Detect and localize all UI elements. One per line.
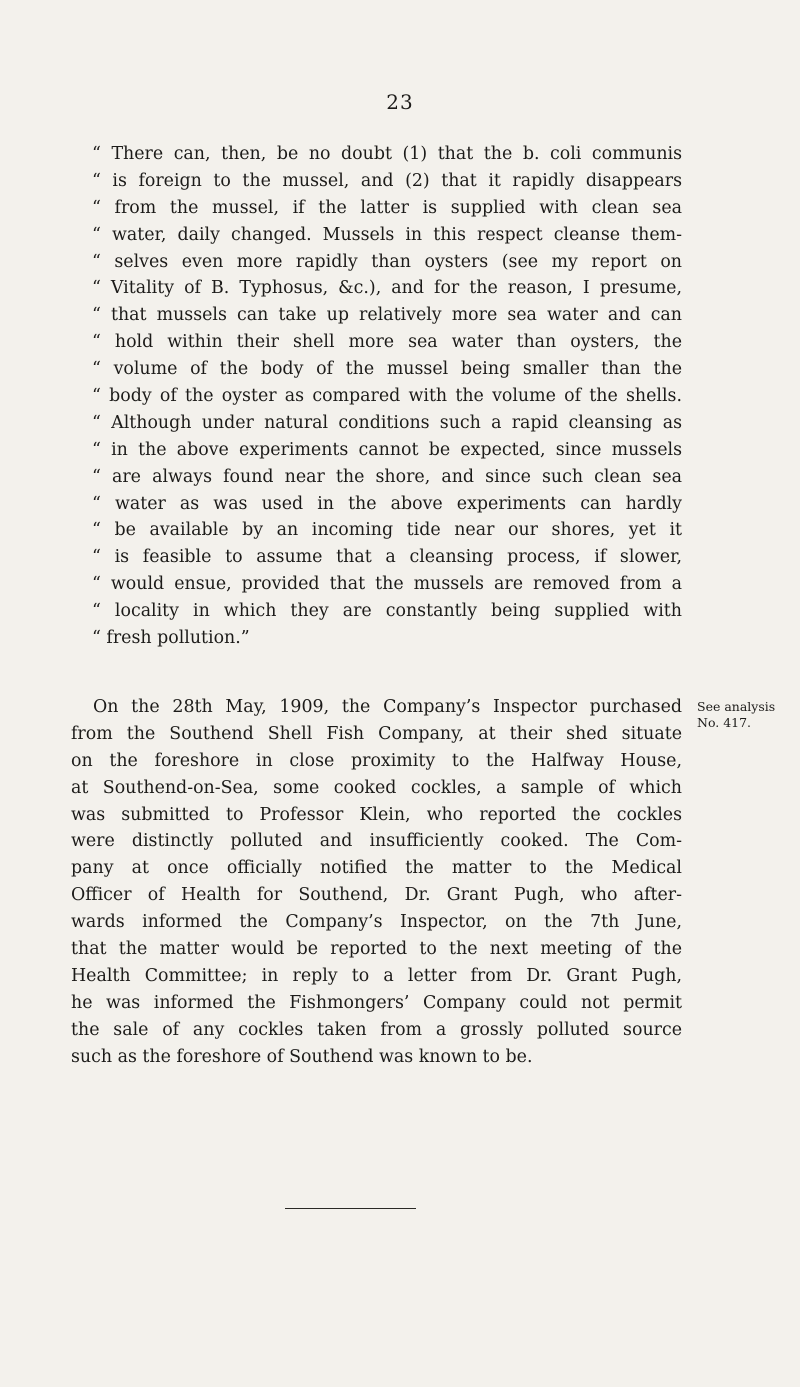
paragraph-line: On the 28th May, 1909, the Company’s Inspector purchased (93, 697, 682, 717)
paragraph-line: were distinctly polluted and insufficiently cooked. The Com- (71, 831, 682, 852)
paragraph-line: from the Southend Shell Fish Company, at their shed situate (71, 723, 682, 744)
quote-line: “ hold within their shell more sea water than oysters, the (92, 332, 682, 353)
margin-note (697, 699, 787, 731)
quote-line: “ be available by an incoming tide near our shores, yet it (92, 520, 682, 541)
quote-line: “ There can, then, be no doubt (1) that the b. coli communis (92, 144, 682, 164)
page-number: 23 (386, 90, 414, 114)
margin-note-line: See analysis (697, 699, 776, 714)
quote-line: “ water, daily changed. Mussels in this respect cleanse them- (92, 224, 682, 245)
margin-note-line: No. 417. (697, 715, 752, 730)
quote-line: “ water as was used in the above experiments can hardly (92, 493, 682, 514)
quote-line: “ selves even more rapidly than oysters (see my report on (92, 251, 682, 272)
quote-line: “ is foreign to the mussel, and (2) that it rapidly disappears (92, 170, 682, 191)
quote-line: “ locality in which they are constantly being supplied with (92, 601, 682, 622)
paragraph-line: the sale of any cockles taken from a grossly polluted source (71, 1019, 682, 1040)
quote-line: “ would ensue, provided that the mussels are removed from a (92, 574, 682, 595)
paragraph-line: such as the foreshore of Southend was known to be. (71, 1046, 533, 1067)
paragraph-line: at Southend-on-Sea, some cooked cockles, a sample of which (71, 777, 682, 798)
quote-line: “ that mussels can take up relatively more sea water and can (92, 305, 682, 326)
paragraph-line: Health Committee; in reply to a letter from Dr. Grant Pugh, (71, 965, 682, 986)
quote-line: “ in the above experiments cannot be expected, since mussels (92, 439, 682, 460)
quote-line: “ Vitality of B. Typhosus, &c.), and for the reason, I presume, (92, 278, 682, 299)
body-paragraph (71, 694, 682, 1070)
paragraph-line: he was informed the Fishmongers’ Company could not permit (71, 992, 682, 1013)
paragraph-line: wards informed the Company’s Inspector, on the 7th June, (71, 912, 682, 933)
quote-line: “ fresh pollution.” (92, 628, 250, 649)
quote-line: “ from the mussel, if the latter is supplied with clean sea (92, 197, 682, 218)
section-divider (285, 1208, 416, 1209)
paragraph-line: that the matter would be reported to the next meeting of the (71, 939, 682, 960)
quote-line: “ Although under natural conditions such a rapid cleansing as (92, 412, 682, 433)
quote-line: “ is feasible to assume that a cleansing process, if slower, (92, 547, 682, 568)
quoted-report (92, 141, 682, 652)
paragraph-line: on the foreshore in close proximity to the Halfway House, (71, 750, 682, 771)
paragraph-line: was submitted to Professor Klein, who reported the cockles (71, 804, 682, 825)
quote-line: “ body of the oyster as compared with the volume of the shells. (92, 386, 682, 407)
quote-line: “ volume of the body of the mussel being smaller than the (92, 359, 682, 380)
paragraph-line: Officer of Health for Southend, Dr. Grant Pugh, who after- (71, 885, 682, 906)
quote-line: “ are always found near the shore, and since such clean sea (92, 466, 682, 487)
paragraph-line: pany at once officially notified the matter to the Medical (71, 858, 682, 879)
